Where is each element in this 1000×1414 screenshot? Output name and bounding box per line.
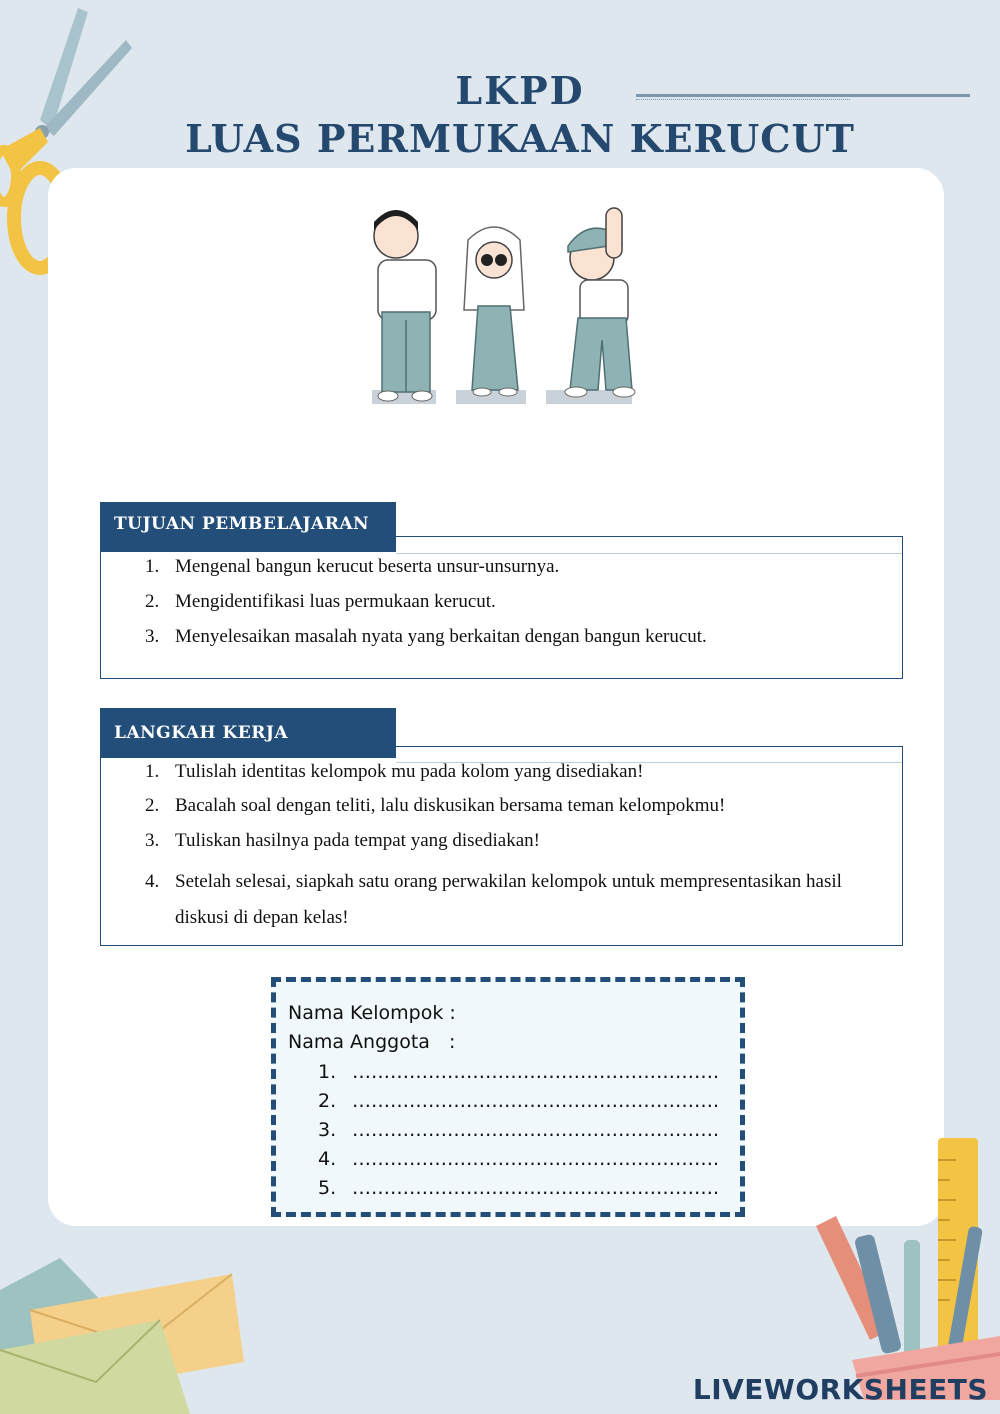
list-item: 4. Setelah selesai, siapkah satu orang perwakilan kelompok untuk mempresentasikan hasil diskusi di depan kelas! <box>145 871 842 928</box>
group-identity-box <box>271 977 745 1217</box>
group-name-label: Nama Kelompok : <box>288 1002 456 1024</box>
list-item: 2. Mengidentifikasi luas permukaan kerucut. <box>145 591 496 612</box>
student-boy-icon <box>372 210 436 404</box>
list-item: 1. Mengenal bangun kerucut beserta unsur-unsurnya. <box>145 556 560 577</box>
list-item: 1. Tulislah identitas kelompok mu pada kolom yang disediakan! <box>145 761 644 782</box>
list-item: 3. Tuliskan hasilnya pada tempat yang disediakan! <box>145 830 540 851</box>
tujuan-box-inner-rule <box>396 553 902 554</box>
student-girl-hijab-icon <box>456 227 526 404</box>
langkah-list <box>145 760 890 936</box>
stationery-icon <box>808 1130 1000 1400</box>
page-subtitle: LUAS PERMUKAAN KERUCUT <box>185 116 855 161</box>
member-number: 4. <box>318 1148 337 1170</box>
member-line[interactable]: …………………………………………………. <box>352 1177 720 1199</box>
tujuan-list <box>145 555 885 660</box>
member-line[interactable]: …………………………………………………. <box>352 1119 720 1141</box>
envelope-icon <box>0 1250 250 1414</box>
members-label: Nama Anggota <box>288 1031 430 1053</box>
members-colon: : <box>449 1031 456 1053</box>
member-line[interactable]: …………………………………………………. <box>352 1148 720 1170</box>
member-number: 2. <box>318 1090 337 1112</box>
langkah-heading: LANGKAH KERJA <box>100 708 396 758</box>
students-illustration <box>360 200 645 410</box>
list-item: 3. Menyelesaikan masalah nyata yang berkaitan dengan bangun kerucut. <box>145 626 707 647</box>
list-item: 2. Bacalah soal dengan teliti, lalu diskusikan bersama teman kelompokmu! <box>145 795 726 816</box>
liveworksheets-watermark: LIVEWORKSHEETS <box>692 1373 988 1406</box>
member-line[interactable]: …………………………………………………. <box>352 1061 720 1083</box>
member-number: 3. <box>318 1119 337 1141</box>
tujuan-heading: TUJUAN PEMBELAJARAN <box>100 502 396 552</box>
member-number: 5. <box>318 1177 337 1199</box>
member-line[interactable]: …………………………………………………. <box>352 1090 720 1112</box>
student-boy-cap-icon <box>546 208 635 404</box>
member-number: 1. <box>318 1061 337 1083</box>
page-title: LKPD <box>455 68 585 113</box>
